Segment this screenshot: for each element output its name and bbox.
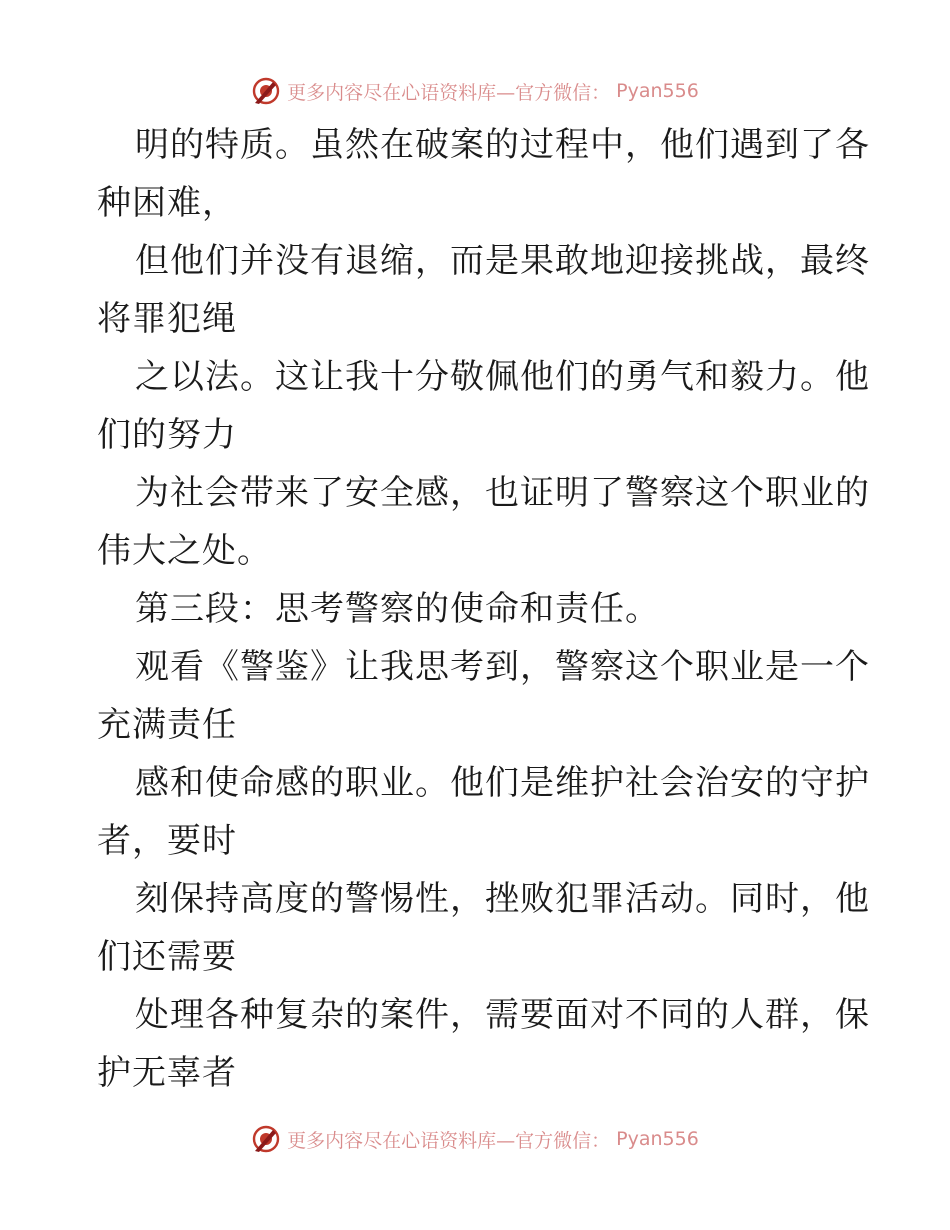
- footer-banner-text: 更多内容尽在心语资料库—官方微信：: [287, 1129, 611, 1152]
- body-line: 感和使命感的职业。他们是维护社会治安的守护: [135, 763, 870, 803]
- body-line: 们的努力: [97, 415, 237, 455]
- body-line: 者，要时: [97, 821, 237, 861]
- body-line: 但他们并没有退缩，而是果敢地迎接挑战，最终: [135, 241, 870, 281]
- body-line: 处理各种复杂的案件，需要面对不同的人群，保: [135, 995, 870, 1035]
- pen-seal-logo-icon: [251, 76, 281, 106]
- body-line: 观看《警鉴》让我思考到，警察这个职业是一个: [135, 647, 870, 687]
- pen-seal-logo-icon: [251, 1124, 281, 1154]
- document-body: [97, 116, 870, 1102]
- body-line: 将罪犯绳: [97, 299, 237, 339]
- body-line: 之以法。这让我十分敬佩他们的勇气和毅力。他: [135, 357, 870, 397]
- body-line: 们还需要: [97, 937, 237, 977]
- body-line: 护无辜者: [97, 1053, 237, 1093]
- header-banner-account: Pyan556: [616, 80, 699, 102]
- body-line: 刻保持高度的警惕性，挫败犯罪活动。同时，他: [135, 879, 870, 919]
- body-line: 为社会带来了安全感，也证明了警察这个职业的: [135, 473, 870, 513]
- footer-banner-account: Pyan556: [616, 1128, 699, 1150]
- body-line: 伟大之处。: [97, 531, 272, 571]
- body-line: 充满责任: [97, 705, 237, 745]
- header-banner-text: 更多内容尽在心语资料库—官方微信：: [287, 81, 611, 104]
- footer-banner: [0, 1119, 950, 1159]
- body-line: 明的特质。虽然在破案的过程中，他们遇到了各: [135, 125, 870, 165]
- body-line: 种困难，: [97, 183, 237, 223]
- header-banner: [0, 71, 950, 111]
- section-heading: 第三段：思考警察的使命和责任。: [135, 589, 660, 629]
